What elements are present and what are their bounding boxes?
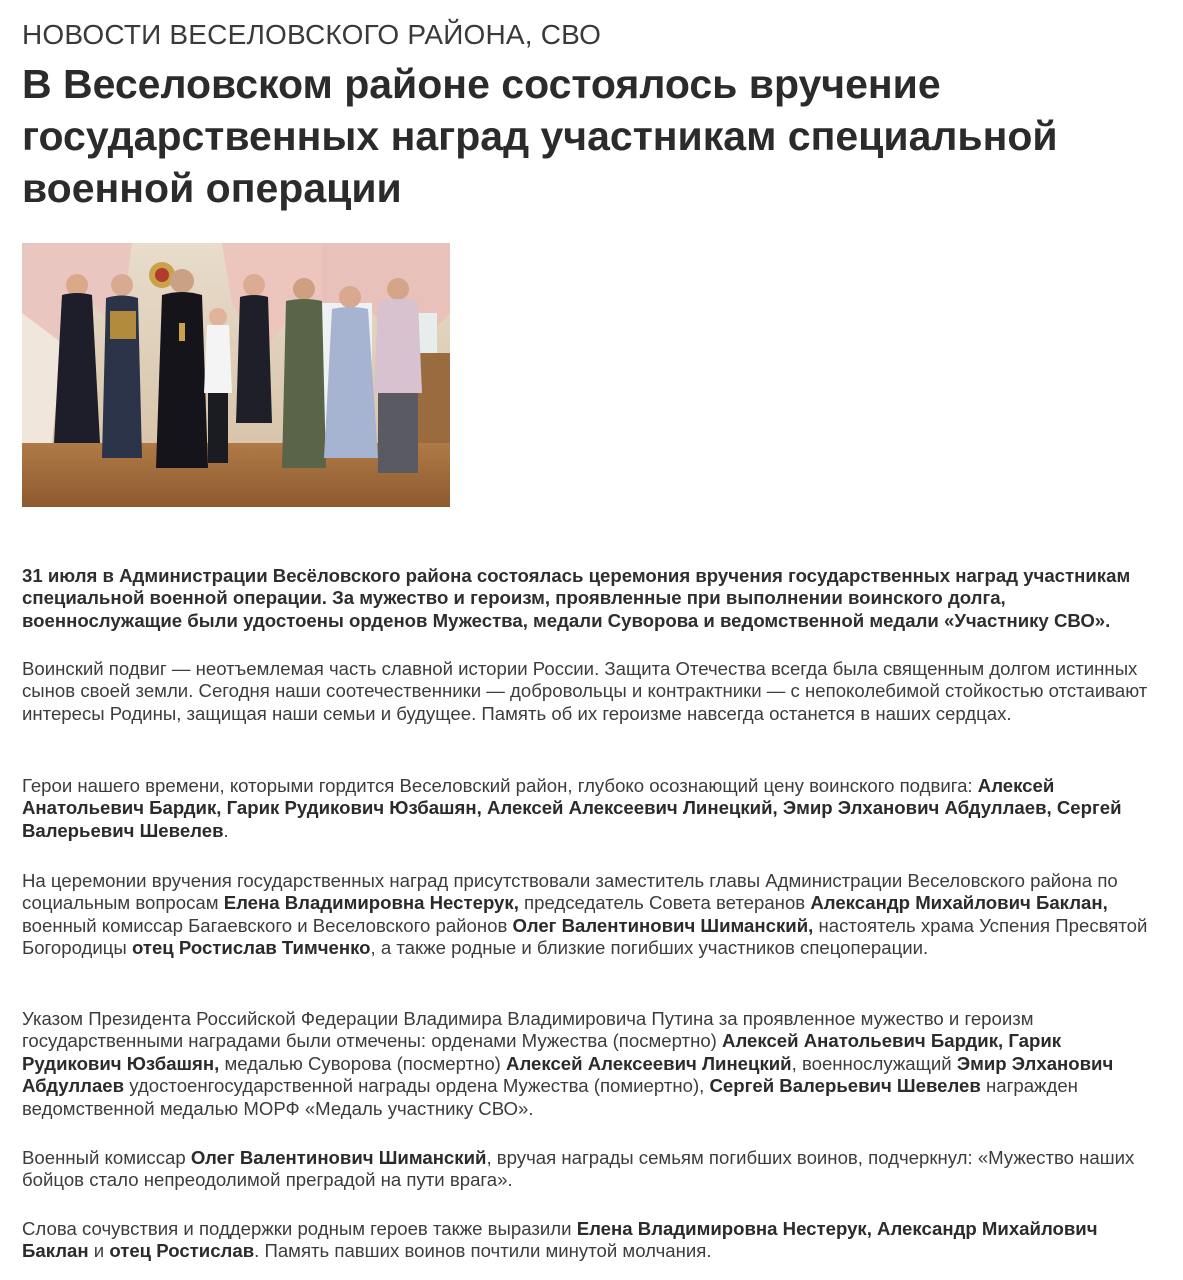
- highlighted-name: отец Ростислав: [109, 1240, 255, 1262]
- paragraph-text: .: [223, 819, 229, 841]
- highlighted-name: Елена Владимировна Нестерук, Александр Михайлович Баклан: [22, 1218, 1098, 1262]
- paragraph-text: и: [88, 1240, 110, 1262]
- highlighted-name: Эмир Элханович Абдуллаев: [22, 1052, 1114, 1097]
- highlighted-name: Елена Владимировна Нестерук,: [223, 892, 519, 914]
- paragraph-text: Указом Президента Российской Федерации Владимира Владимировича Путина за проявленное мужество и героизм государственными наградами были отмечены: орденами Мужества (посмертно): [22, 1008, 1034, 1052]
- article-lead: 31 июля в Администрации Весёловского района состоялась церемония вручения государственных наград участникам специальной военной операции. За мужество и героизм, проявленные при выполнении воинского долга, военнослужащие были удостоены орденов Мужества, медали Суворова и ведомственной медали «Участнику СВО».: [22, 565, 1131, 631]
- article-paragraph-4: [22, 1008, 1162, 1120]
- highlighted-name: Олег Валентинович Шиманский: [190, 1147, 487, 1168]
- paragraph-text: военный комиссар Багаевского и Веселовского районов: [22, 914, 513, 936]
- article-paragraph-2: [22, 775, 1162, 842]
- highlighted-name: Олег Валентинович Шиманский,: [512, 914, 814, 936]
- article-category[interactable]: НОВОСТИ ВЕСЕЛОВСКОГО РАЙОНА, СВО: [22, 19, 602, 50]
- paragraph-text: Военный комиссар: [22, 1147, 191, 1168]
- article-paragraph-3: [22, 870, 1162, 960]
- article-paragraph-6: [22, 1218, 1162, 1263]
- highlighted-name: Александр Михайлович Баклан,: [810, 892, 1108, 914]
- paragraph-text: настоятель храма Успения Пресвятой Богородицы: [22, 914, 1148, 959]
- paragraph-text: , военнослужащий: [791, 1052, 957, 1074]
- highlighted-name: отец Ростислав Тимченко: [131, 937, 371, 959]
- article-photo[interactable]: [22, 243, 450, 507]
- paragraph-text: удостоенгосударственной награды ордена Мужества (помиертно),: [124, 1075, 710, 1097]
- highlighted-name: Алексей Анатольевич Бардик, Гарик Рудикович Юзбашян,: [22, 1030, 1062, 1074]
- paragraph-text: На церемонии вручения государственных наград присутствовали заместитель главы Администрации Веселовского района по социальным вопросам: [22, 870, 1118, 914]
- article-paragraph-5: [22, 1147, 1162, 1192]
- highlighted-names: Алексей Анатольевич Бардик, Гарик Рудикович Юзбашян, Алексей Алексеевич Линецкий, Эмир Элханович Абдуллаев, Сергей Валерьевич Шевелев: [22, 775, 1122, 841]
- paragraph-text: председатель Совета ветеранов: [518, 892, 811, 914]
- article-paragraph-1: Воинский подвиг — неотъемлемая часть славной истории России. Защита Отечества всегда была священным долгом истинных сынов своей земли. Сегодня наши соотечественники — добровольцы и контрактники — с непоколебимой стойкостью отстаивают интересы Родины, защищая наши семьи и будущее. Память об их героизме навсегда останется в наших сердцах.: [22, 658, 1148, 724]
- highlighted-name: Алексей Алексеевич Линецкий: [506, 1052, 792, 1074]
- paragraph-text: Слова сочувствия и поддержки родным героев также выразили: [22, 1218, 577, 1239]
- paragraph-text: медалью Суворова (посмертно): [219, 1052, 507, 1074]
- group-photo-illustration: [22, 243, 450, 507]
- article-headline: В Веселовском районе состоялось вручение государственных наград участникам специальной военной операции: [22, 61, 1058, 211]
- paragraph-text: Герои нашего времени, которыми гордится Веселовский район, глубоко осознающий цену воинского подвига:: [22, 775, 978, 796]
- paragraph-text: . Память павших воинов почтили минутой молчания.: [254, 1240, 712, 1262]
- paragraph-text: награжден ведомственной медалью МОРФ «Медаль участнику СВО».: [22, 1075, 1078, 1119]
- paragraph-text: , а также родные и близкие погибших участников спецоперации.: [370, 937, 929, 959]
- paragraph-text: , вручая награды семьям погибших воинов, подчеркнул: «Мужество наших бойцов стало непреодолимой преградой на пути врага».: [22, 1147, 1135, 1191]
- highlighted-name: Сергей Валерьевич Шевелев: [709, 1075, 981, 1097]
